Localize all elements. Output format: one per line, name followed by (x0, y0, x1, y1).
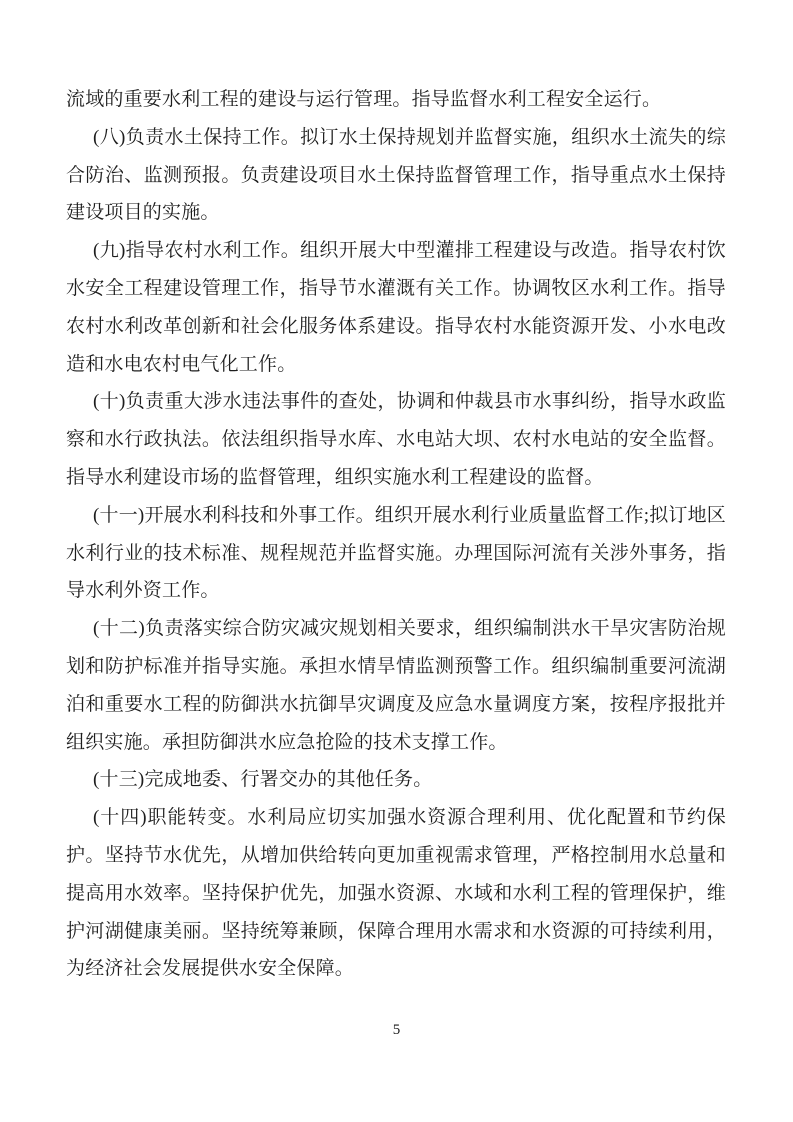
paragraph-continuation: 流域的重要水利工程的建设与运行管理。指导监督水利工程安全运行。 (66, 89, 662, 110)
duty-item-13: (十三)完成地委、行署交办的其他任务。 (93, 769, 433, 791)
duty-item-14: (十四)职能转变。水利局应切实加强水资源合理利用、优化配置和节约保护。坚持节水优先，从增加供给转向更加重视需求管理，严格控制用水总量和提高用水效率。坚持保护优先，加强水资源、水域和水利工程的管理保护，维护河湖健康美丽。坚持统筹兼顾，保障合理用水需求和水资源的可持续利用，为经济社会发展提供水安全保障。 (66, 807, 726, 980)
document-body-text (66, 81, 726, 988)
duty-item-12: (十二)负责落实综合防灾减灾规划相关要求，组织编制洪水干旱灾害防治规划和防护标准并指导实施。承担水情旱情监测预警工作。组织编制重要河流湖泊和重要水工程的防御洪水抗御旱灾调度及应急水量调度方案，按程序报批并组织实施。承担防御洪水应急抢险的技术支撑工作。 (66, 618, 726, 753)
page-number: 5 (392, 1022, 401, 1038)
duty-item-10: (十)负责重大涉水违法事件的查处，协调和仲裁县市水事纠纷，指导水政监察和水行政执法。依法组织指导水库、水电站大坝、农村水电站的安全监督。指导水利建设市场的监督管理，组织实施水利工程建设的监督。 (66, 391, 726, 488)
duty-item-9: (九)指导农村水利工作。组织开展大中型灌排工程建设与改造。指导农村饮水安全工程建设管理工作，指导节水灌溉有关工作。协调牧区水利工作。指导农村水利改革创新和社会化服务体系建设。指导农村水能资源开发、小水电改造和水电农村电气化工作。 (66, 240, 726, 375)
duty-item-8: (八)负责水土保持工作。拟订水土保持规划并监督实施，组织水土流失的综合防治、监测预报。负责建设项目水土保持监督管理工作，指导重点水土保持建设项目的实施。 (66, 126, 726, 224)
duty-item-11: (十一)开展水利科技和外事工作。组织开展水利行业质量监督工作;拟订地区水利行业的技术标准、规程规范并监督实施。办理国际河流有关涉外事务，指导水利外资工作。 (66, 504, 726, 602)
